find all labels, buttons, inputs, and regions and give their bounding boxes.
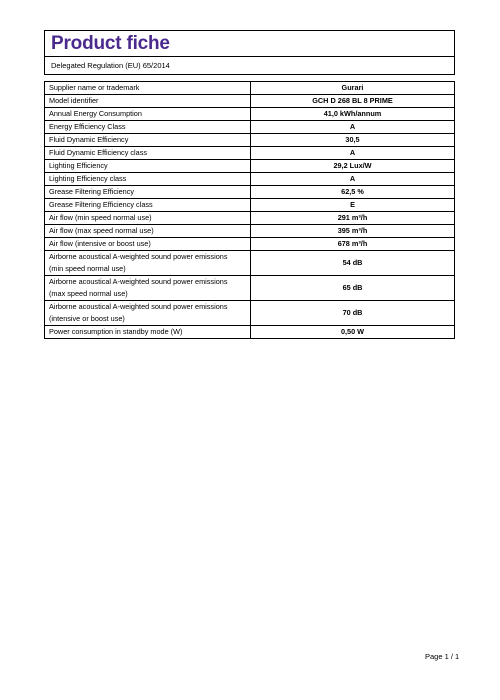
table-row	[45, 301, 455, 326]
param-value: 65 dB	[251, 276, 455, 301]
table-row	[45, 212, 455, 225]
param-value: Gurari	[251, 82, 455, 95]
param-value: GCH D 268 BL 8 PRIME	[251, 95, 455, 108]
table-row	[45, 82, 455, 95]
param-label: Grease Filtering Efficiency class	[45, 199, 251, 212]
param-label-line: (max speed normal use)	[49, 289, 128, 298]
table-row	[45, 160, 455, 173]
table-row	[45, 225, 455, 238]
param-label-line: Airborne acoustical A-weighted sound power emissions	[49, 302, 228, 311]
param-label: Lighting Efficiency class	[45, 173, 251, 186]
param-value: 41,0 kWh/annum	[251, 108, 455, 121]
param-value: 70 dB	[251, 301, 455, 326]
param-label	[45, 251, 251, 276]
table-row	[45, 147, 455, 160]
param-label: Annual Energy Consumption	[45, 108, 251, 121]
param-value: E	[251, 199, 455, 212]
page-number: Page 1 / 1	[425, 652, 460, 661]
param-label: Energy Efficiency Class	[45, 121, 251, 134]
table-row	[45, 238, 455, 251]
title-box	[44, 30, 455, 57]
param-label: Model identifier	[45, 95, 251, 108]
param-label: Air flow (intensive or boost use)	[45, 238, 251, 251]
regulation-box	[44, 57, 455, 75]
param-value: A	[251, 121, 455, 134]
table-row	[45, 276, 455, 301]
param-label: Power consumption in standby mode (W)	[45, 326, 251, 339]
param-value: 395 m³/h	[251, 225, 455, 238]
param-label: Air flow (min speed normal use)	[45, 212, 251, 225]
param-value: 30,5	[251, 134, 455, 147]
param-value: 291 m³/h	[251, 212, 455, 225]
table-row	[45, 326, 455, 339]
param-label: Air flow (max speed normal use)	[45, 225, 251, 238]
param-label-line: Airborne acoustical A-weighted sound power emissions	[49, 252, 228, 261]
param-label-line: (intensive or boost use)	[49, 314, 125, 323]
param-label: Grease Filtering Efficiency	[45, 186, 251, 199]
table-row	[45, 251, 455, 276]
param-label	[45, 276, 251, 301]
param-label: Lighting Efficiency	[45, 160, 251, 173]
regulation-text: Delegated Regulation (EU) 65/2014	[51, 61, 170, 70]
param-label-line: (min speed normal use)	[49, 264, 126, 273]
table-row	[45, 199, 455, 212]
param-value: 0,50 W	[251, 326, 455, 339]
param-value: 29,2 Lux/W	[251, 160, 455, 173]
param-value: 678 m³/h	[251, 238, 455, 251]
table-row	[45, 121, 455, 134]
param-label: Supplier name or trademark	[45, 82, 251, 95]
fiche-table	[44, 81, 455, 339]
product-fiche-sheet	[44, 30, 455, 339]
table-row	[45, 108, 455, 121]
param-value: A	[251, 147, 455, 160]
table-row	[45, 134, 455, 147]
table-row	[45, 186, 455, 199]
param-label: Fluid Dynamic Efficiency class	[45, 147, 251, 160]
param-label-line: Airborne acoustical A-weighted sound power emissions	[49, 277, 228, 286]
param-value: 54 dB	[251, 251, 455, 276]
table-row	[45, 95, 455, 108]
page-title: Product fiche	[51, 33, 170, 54]
param-label	[45, 301, 251, 326]
table-row	[45, 173, 455, 186]
param-label: Fluid Dynamic Efficiency	[45, 134, 251, 147]
param-value: 62,5 %	[251, 186, 455, 199]
param-value: A	[251, 173, 455, 186]
